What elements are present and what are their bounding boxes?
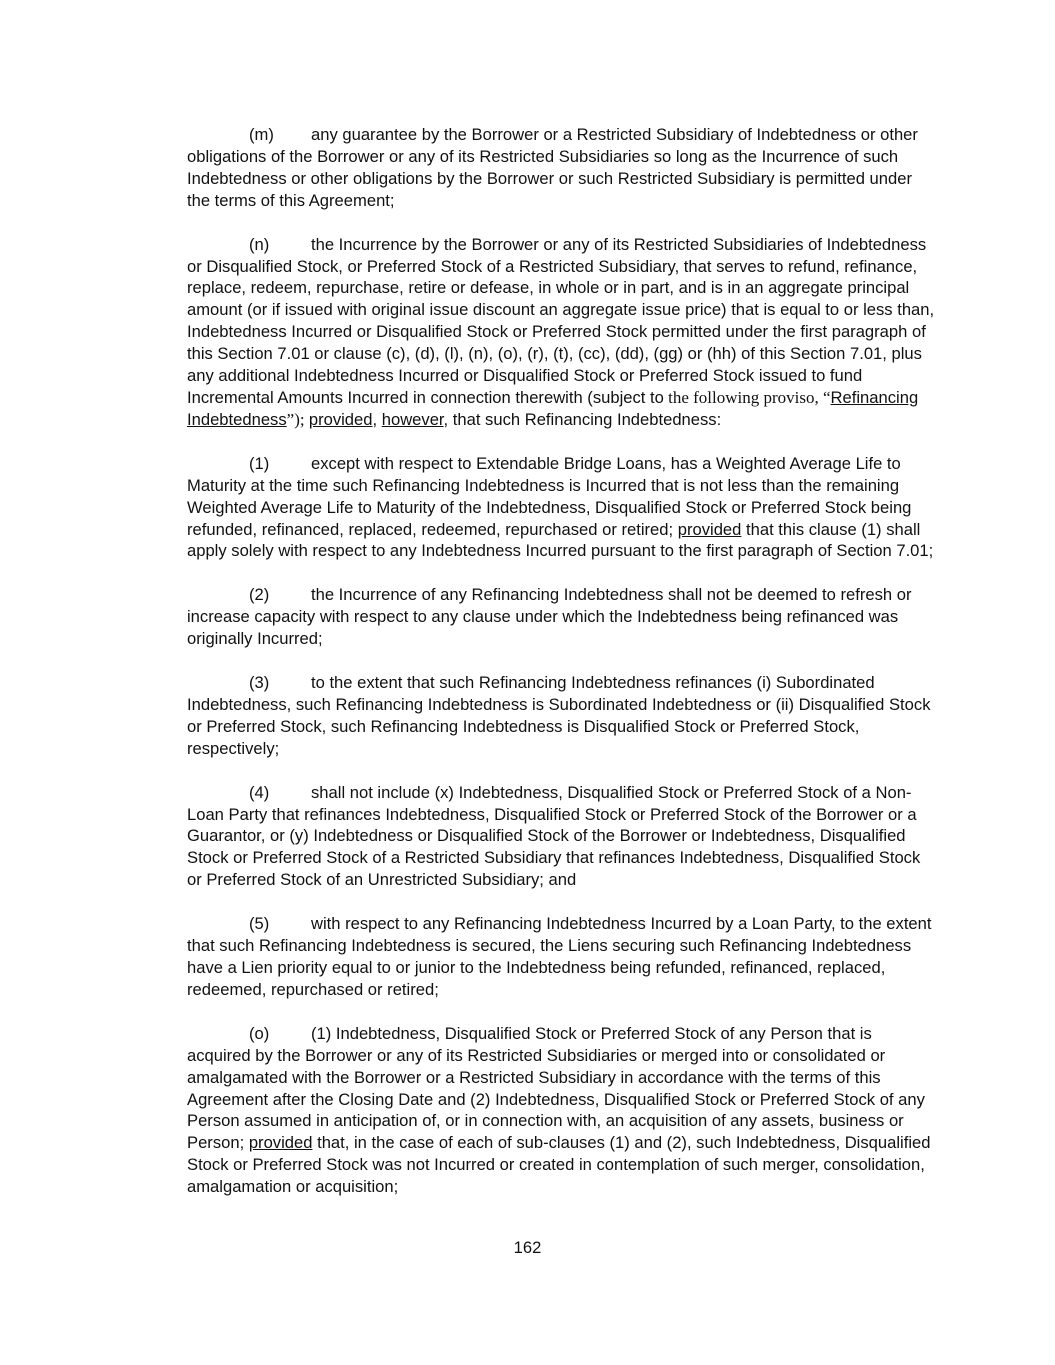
clause-label: (3) [249, 673, 270, 693]
clause-label: (1) [249, 453, 270, 473]
page-number: 162 [513, 1238, 542, 1257]
quote-close: ”); [286, 409, 309, 429]
clause-text: (1) Indebtedness, Disqualified Stock or Preferred Stock of any Person that is acquired by the Borrower or any of its Restricted Subsidiaries or merged into or consolidated or amalgamated with the Borrower or a Restricted Subsidiary in accordance with the terms of this Agreement after the Closing Date and (2) Indebtedness, Disqualified Stock or Preferred Stock of any Person assumed in anticipation of, or in connection with, an acquisition of any assets, business or Person; [187, 1023, 925, 1153]
clause-n [187, 234, 935, 431]
clause-label: (4) [249, 782, 270, 802]
clause-label: (n) [249, 234, 270, 254]
clause-o [187, 1023, 935, 1198]
provided-term: provided [677, 519, 742, 539]
clause-text: the Incurrence of any Refinancing Indebtedness shall not be deemed to refresh or increase capacity with respect to any clause under which the Indebtedness being refinanced was originally Incurred; [187, 585, 912, 649]
provided-term: provided [248, 1133, 313, 1153]
subclause-2 [187, 584, 935, 650]
clause-text: except with respect to Extendable Bridge Loans, has a Weighted Average Life to Maturity at the time such Refinancing Indebtedness is Incurred that is not less than the remaining Weighted Average Life to Maturity of the Indebtedness, Disqualified Stock or Preferred Stock being refunded, refinanced, replaced, redeemed, repurchased or retired; [187, 453, 912, 539]
subclause-1 [187, 453, 935, 563]
clause-label: (2) [249, 585, 270, 605]
proviso-text: the following proviso, “ [663, 387, 831, 407]
clause-text: the Incurrence by the Borrower or any of its Restricted Subsidiaries of Indebtedness or Disqualified Stock, or Preferred Stock of a Restricted Subsidiary, that serves to refund, refinance, replace, redeem, repurchase, retire or defease, in whole or in part, and is in an aggregate principal amount (or if issued with original issue discount an aggregate issue price) that is equal to or less than, Indebtedness Incurred or Disqualified Stock or Preferred Stock permitted under the first paragraph of this Section 7.01 or clause (c), (d), (l), (n), (o), (r), (t), (cc), (dd), (gg) or (hh) of this Section 7.01, plus any additional Indebtedness Incurred or Disqualified Stock or Preferred Stock issued to fund Incremental Amounts Incurred in connection therewith (subject to [187, 234, 935, 407]
clause-text: shall not include (x) Indebtedness, Disqualified Stock or Preferred Stock of a Non-Loan Party that refinances Indebtedness, Disqualified Stock or Preferred Stock of the Borrower or a Guarantor, or (y) Indebtedness or Disqualified Stock of the Borrower or Indebtedness, Disqualified Stock or Preferred Stock of a Restricted Subsidiary that refinances Indebtedness, Disqualified Stock or Preferred Stock of an Unrestricted Subsidiary; and [187, 782, 921, 890]
however-term: however [381, 409, 444, 429]
clause-text: to the extent that such Refinancing Indebtedness refinances (i) Subordinated Indebtedness, such Refinancing Indebtedness is Subordinated Indebtedness or (ii) Disqualified Stock or Preferred Stock, such Refinancing Indebtedness is Disqualified Stock or Preferred Stock, respectively; [187, 673, 931, 758]
clause-text-end: that, in the case of each of sub-clauses (1) and (2), such Indebtedness, Disqualified Stock or Preferred Stock was not Incurred or created in contemplation of such merger, consolidation, amalgamation or acquisition; [187, 1133, 931, 1197]
comma: , [372, 409, 382, 429]
clause-label: (5) [249, 914, 270, 934]
clause-label: (m) [249, 125, 274, 144]
subclause-3 [187, 672, 935, 760]
subclause-4 [187, 782, 935, 892]
clause-m [187, 124, 935, 212]
clause-label: (o) [249, 1023, 270, 1043]
subclause-5 [187, 913, 935, 1001]
defined-term: Refinancing Indebtedness [187, 387, 919, 429]
provided-term: provided [308, 409, 373, 429]
clause-text-end: that this clause (1) shall apply solely with respect to any Indebtedness Incurred pursuant to the first paragraph of Section 7.01; [187, 519, 934, 561]
document-page [187, 124, 935, 1220]
clause-text-end: , that such Refinancing Indebtedness: [443, 409, 722, 429]
clause-text: any guarantee by the Borrower or a Restricted Subsidiary of Indebtedness or other obligations of the Borrower or any of its Restricted Subsidiaries so long as the Incurrence of such Indebtedness or other obligations by the Borrower or such Restricted Subsidiary is permitted under the terms of this Agreement; [187, 125, 918, 210]
clause-text: with respect to any Refinancing Indebtedness Incurred by a Loan Party, to the extent that such Refinancing Indebtedness is secured, the Liens securing such Refinancing Indebtedness have a Lien priority equal to or junior to the Indebtedness being refunded, refinanced, replaced, redeemed, repurchased or retired; [187, 914, 932, 999]
